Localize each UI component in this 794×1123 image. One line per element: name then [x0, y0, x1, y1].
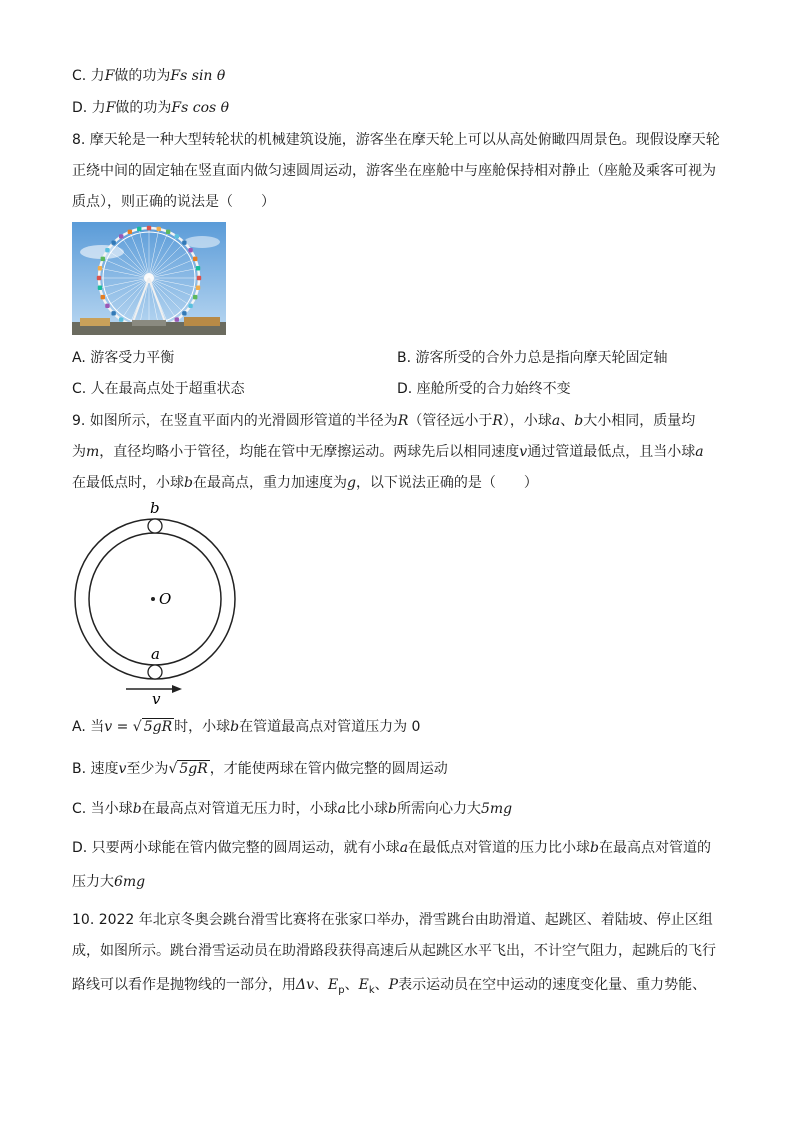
q9-b-pre: B. 速度: [72, 761, 119, 777]
wheel-cabin: [105, 248, 109, 252]
q10-sep: 、: [374, 977, 389, 993]
q9-l2a: 为: [72, 444, 86, 460]
q8-option-c[interactable]: C. 人在最高点处于超重状态: [72, 381, 245, 397]
circular-tube-diagram: [66, 496, 246, 708]
q9-l1c: ），小球: [502, 413, 552, 429]
q9-a-pre: A. 当: [72, 719, 105, 735]
sqrt-icon: √: [168, 761, 178, 777]
q9-stem-line1: [72, 411, 695, 431]
q7-var-f: F: [104, 68, 115, 84]
sqrt-icon: √: [132, 719, 142, 735]
q9-d1-end: 在最高点对管道的: [599, 840, 712, 856]
label-b: b: [150, 499, 160, 517]
ferris-wheel-photo: [72, 222, 226, 335]
label-a: a: [151, 645, 160, 663]
q7-option-c: [72, 66, 225, 86]
wheel-cabin: [119, 317, 123, 321]
q9-a-end: 在管道最高点对管道压力为 0: [239, 719, 421, 735]
q9-l2b: ，直径均略小于管径，均能在管中无摩擦运动。两球先后以相同速度: [99, 444, 520, 460]
q9-option-d-line1[interactable]: [72, 838, 711, 858]
q7-option-d: [72, 98, 229, 118]
q7-option-d-prefix: D. 力: [72, 100, 106, 116]
wheel-cabin: [188, 248, 192, 252]
q10-l3b: 表示运动员在空中运动的速度变化量、重力势能、: [398, 977, 707, 993]
q7-var-f: F: [105, 100, 116, 116]
q10-var-ep-sub: p: [338, 984, 345, 996]
wheel-cabin: [182, 311, 186, 315]
q9-a-post: 时，小球: [174, 719, 231, 735]
q10-stem-line3: [72, 975, 706, 1001]
wheel-cabin: [157, 227, 161, 231]
q9-var-b: b: [132, 801, 142, 817]
wheel-cabin: [97, 276, 101, 280]
q9-a-eq: v =: [104, 719, 133, 735]
q9-var-a: a: [695, 444, 704, 460]
q9-l1b: （管径远小于: [408, 413, 493, 429]
q9-option-b[interactable]: [72, 759, 448, 779]
q9-l1d: 、: [560, 413, 575, 429]
wheel-cabin: [101, 257, 105, 261]
q10-var-ek-sub: k: [368, 984, 375, 996]
q9-l3b: 在最高点，重力加速度为: [192, 475, 347, 491]
q9-l2c: 通过管道最低点，且当小球: [527, 444, 696, 460]
q9-b-root: 5gR: [179, 761, 208, 777]
q8-stem-line2: 正绕中间的固定轴在竖直面内做匀速圆周运动，游客坐在座舱中与座舱保持相对静止（座舱及乘客可视为: [72, 163, 716, 179]
q7-option-c-expr: Fs sin θ: [170, 68, 226, 84]
q9-d1-pre: D. 只要两小球能在管内做完整的圆周运动，就有小球: [72, 840, 400, 856]
q8-option-d[interactable]: D. 座舱所受的合力始终不变: [397, 381, 571, 397]
q9-stem-line3: [72, 473, 538, 493]
q9-l3a: 在最低点时，小球: [72, 475, 184, 491]
q10-var-dv: Δv: [296, 977, 315, 993]
q8-option-b[interactable]: B. 游客所受的合外力总是指向摩天轮固定轴: [397, 350, 668, 366]
q9-c-mid: 在最高点对管道无压力时，小球: [141, 801, 338, 817]
q9-option-a[interactable]: [72, 717, 420, 737]
wheel-cabin: [111, 240, 115, 244]
velocity-arrow-head: [172, 685, 182, 693]
wheel-cabin: [166, 230, 170, 234]
wheel-cabin: [119, 234, 123, 238]
q9-var-b: b: [574, 413, 584, 429]
wheel-cabin: [101, 295, 105, 299]
q10-stem-line2: 成，如图所示。跳台滑雪运动员在助滑路段获得高速后从起跳区水平飞出，不计空气阻力，起跳后的飞行: [72, 943, 716, 959]
q10-var-ep: E: [328, 977, 339, 993]
q10-var-p: P: [388, 977, 399, 993]
ball-a: [148, 665, 162, 679]
wheel-cabin: [182, 240, 186, 244]
q9-var-b: b: [230, 719, 240, 735]
q8-stem-line3: 质点），则正确的说法是（ ）: [72, 194, 275, 210]
center-point: [151, 597, 155, 601]
wheel-structure: [97, 226, 201, 330]
wheel-cabin: [197, 276, 201, 280]
q10-stem-line1: 10. 2022 年北京冬奥会跳台滑雪比赛将在张家口举办，滑雪跳台由助滑道、起跳区、着陆坡、停止区组: [72, 912, 713, 928]
q9-c-end: 所需向心力大: [396, 801, 481, 817]
q10-sep: 、: [314, 977, 329, 993]
q9-var-v: v: [519, 444, 528, 460]
q9-b-mid: 至少为: [126, 761, 169, 777]
q9-option-c[interactable]: [72, 799, 512, 819]
wheel-cabin: [196, 266, 200, 270]
q9-a-root: 5gR: [143, 719, 173, 735]
wheel-cabin: [147, 226, 151, 230]
q8-stem-line1: 8. 摩天轮是一种大型转轮状的机械建筑设施，游客坐在摩天轮上可以从高处俯瞰四周景色。现假设摩天轮: [72, 132, 720, 148]
wheel-cabin: [188, 304, 192, 308]
q9-c-val: 5mg: [480, 801, 513, 817]
q9-c-pre: C. 当小球: [72, 801, 133, 817]
wheel-cabin: [137, 227, 141, 231]
q9-var-r: R: [397, 413, 409, 429]
q7-option-d-mid: 做的功为: [115, 100, 172, 116]
q7-option-c-mid: 做的功为: [114, 68, 171, 84]
q9-var-r: R: [492, 413, 503, 429]
q9-stem-line2: [72, 442, 704, 462]
q9-l1e: 大小相同，质量均: [583, 413, 696, 429]
q9-d2-val: 6mg: [114, 874, 146, 890]
wheel-cabin: [196, 286, 200, 290]
q9-var-a: a: [551, 413, 561, 429]
wheel-cabin: [105, 304, 109, 308]
wheel-cabin: [193, 295, 197, 299]
q9-d1-mid: 在最低点对管道的压力比小球: [408, 840, 591, 856]
q7-option-d-expr: Fs cos θ: [171, 100, 230, 116]
q9-var-b: b: [388, 801, 397, 817]
q10-sep: 、: [344, 977, 359, 993]
q9-var-b: b: [184, 475, 193, 491]
q9-c-mid2: 比小球: [346, 801, 389, 817]
q9-var-g: g: [346, 475, 356, 491]
q8-option-a[interactable]: A. 游客受力平衡: [72, 350, 175, 366]
q9-d2-pre: 压力大: [72, 874, 114, 890]
q9-var-v: v: [118, 761, 127, 777]
wheel-cabin: [128, 230, 132, 234]
q9-var-b: b: [590, 840, 600, 856]
wheel-cabin: [175, 317, 179, 321]
q9-option-d-line2: [72, 872, 145, 892]
q9-var-m: m: [86, 444, 100, 460]
q10-l3a: 路线可以看作是抛物线的一部分，用: [72, 977, 296, 993]
q9-b-end: ，才能使两球在管内做完整的圆周运动: [209, 761, 448, 777]
q9-l1a: 9. 如图所示，在竖直平面内的光滑圆形管道的半径为: [72, 413, 398, 429]
wheel-cabin: [111, 311, 115, 315]
q10-var-ek: E: [358, 977, 369, 993]
wheel-cabin: [193, 257, 197, 261]
ball-b: [148, 519, 162, 533]
label-v: v: [152, 690, 161, 708]
wheel-cabin: [98, 286, 102, 290]
q7-option-c-prefix: C. 力: [72, 68, 105, 84]
q9-var-a: a: [337, 801, 347, 817]
label-o: O: [159, 590, 172, 608]
q9-var-a: a: [399, 840, 409, 856]
wheel-cabin: [98, 266, 102, 270]
wheel-cabin: [175, 234, 179, 238]
q9-l3c: ，以下说法正确的是（ ）: [355, 475, 538, 491]
